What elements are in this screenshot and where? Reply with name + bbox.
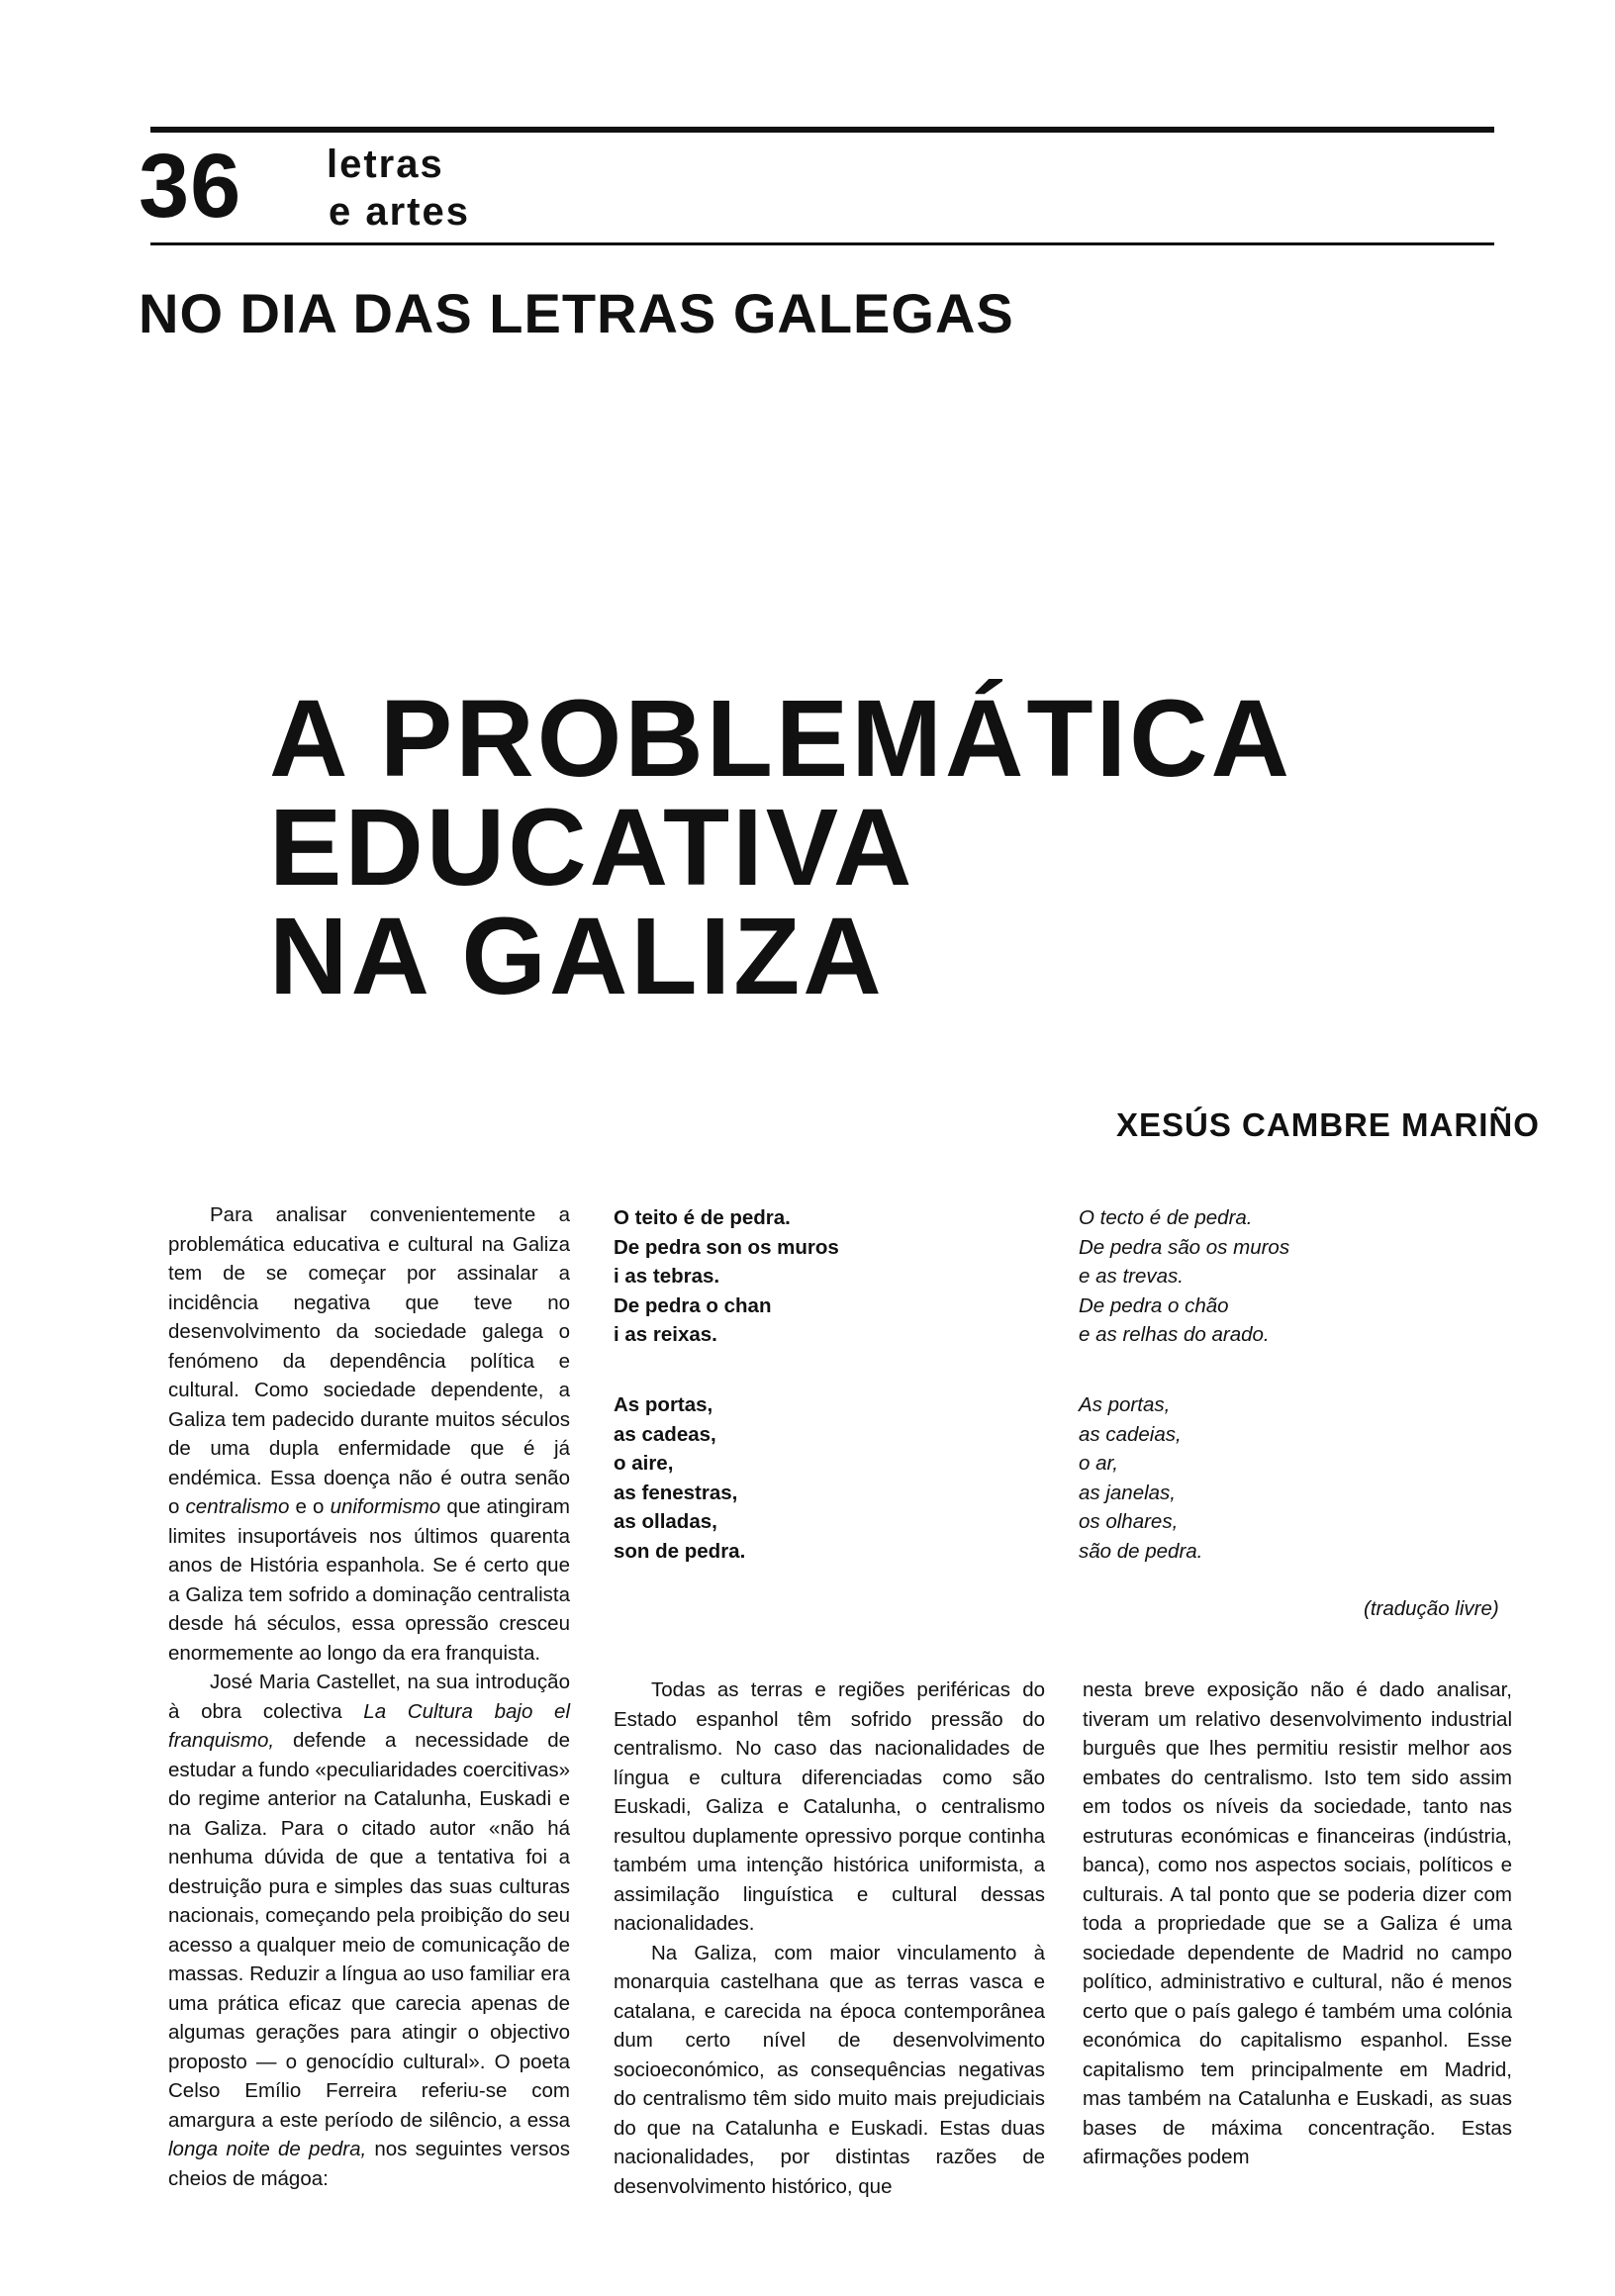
emphasis: uniformismo [330,1495,441,1518]
paragraph: José Maria Castellet, na sua introdução à obra colectiva La Cultura bajo el franquismo, defende a necessidade de estudar a fundo «peculiaridades coercitivas» do regime anterior na Catalunha, Euskadi e na Galiza. Para o citado autor «não há nenhuma dúvida de que a tentativa foi a destruição pura e simples das suas culturas nacionais, começando pela proibição do seu acesso a qualquer meio de comunicação de massas. Reduzir a língua ao uso familiar era uma prática eficaz que carecia apenas de algumas gerações para atingir o objectivo proposto — o genocídio cultural». O poeta Celso Emílio Ferreira referiu-se com amargura a este período de silêncio, a essa longa noite de pedra, nos seguintes versos cheios de mágoa: [168,1671,570,2190]
emphasis: longa noite de pedra, [168,2138,367,2160]
poem-line: as janelas, [1079,1481,1177,1504]
translation-note: (tradução livre) [1364,1597,1499,1620]
poem-line: são de pedra. [1079,1539,1203,1563]
poem-line: o ar, [1079,1452,1118,1476]
headline-line3: NA GALIZA [269,896,885,1017]
section-name [327,141,470,236]
headline-line1: A PROBLEMÁTICA [269,678,1292,800]
section-name-line2: e artes [329,190,470,234]
poem-line: as cadeias, [1079,1422,1182,1446]
poem-line: De pedra o chan [614,1293,772,1317]
poem-line: o aire, [614,1452,674,1476]
poem-line: e as trevas. [1079,1265,1184,1289]
column-left [168,1200,570,2193]
header-bottom-rule [150,242,1494,245]
poem-line: De pedra son os muros [614,1235,839,1259]
paragraph: Na Galiza, com maior vinculamento à monarquia castelhana que as terras vasca e catalana, e carecida na época contemporânea dum certo nível de desenvolvimento socioeconómico, as consequências negativas do centralismo têm sido muito mais prejudiciais do que na Catalunha e Euskadi. Estas duas nacionalidades, por distintas razões de desenvolvimento histórico, que [614,1941,1045,2198]
poem-stanza [1079,1390,1289,1567]
headline-line2: EDUCATIVA [269,787,915,909]
poem-line: De pedra são os muros [1079,1235,1290,1259]
poem-line: De pedra o chão [1079,1293,1229,1317]
poem-line: As portas, [614,1392,713,1416]
article-headline [269,678,1292,1017]
poem-line: As portas, [1079,1392,1171,1416]
poem-line: e as relhas do arado. [1079,1323,1270,1347]
poem-line: as olladas, [614,1510,717,1534]
byline: XESÚS CAMBRE MARIÑO [1116,1106,1540,1143]
section-name-line1: letras [327,143,444,186]
book-title: La Cultura bajo el franquismo, [168,1699,570,1752]
column-middle [614,1675,1045,2201]
kicker-title: NO DIA DAS LETRAS GALEGAS [139,282,1014,344]
header-top-rule [150,127,1494,133]
paragraph: Todas as terras e regiões periféricas do Estado espanhol têm sofrido pressão do centralismo. No caso das nacionalidades de língua e cultura diferenciadas como são Euskadi, Galiza e Catalunha, o centralismo resultou duplamente opressivo porque continha também uma intenção histórica uniformista, a assimilação linguística e cultural dessas nacionalidades. [614,1678,1045,1935]
poem-stanza [614,1203,839,1350]
poem-portuguese-translation [1079,1203,1289,1607]
poem-line: O tecto é de pedra. [1079,1206,1253,1229]
poem-galician [614,1203,839,1607]
column-right [1083,1675,1512,2172]
poem-line: i as tebras. [614,1265,720,1289]
poem-line: os olhares, [1079,1510,1179,1534]
page-number: 36 [139,136,242,237]
poem-line: i as reixas. [614,1323,717,1347]
poem-line: as fenestras, [614,1481,738,1504]
poem-line: O teito é de pedra. [614,1206,791,1229]
paragraph: Para analisar convenientemente a problemática educativa e cultural na Galiza tem de se começar por assinalar a incidência negativa que teve no desenvolvimento da sociedade galega o fenómeno da dependência política e cultural. Como sociedade dependente, a Galiza tem padecido durante muitos séculos de uma dupla enfermidade que é já endémica. Essa doença não é outra senão o centralismo e o uniformismo que atingiram limites insuportáveis nos últimos quarenta anos de História espanhola. Se é certo que a Galiza tem sofrido a dominação centralista desde há séculos, essa opressão cresceu enormemente ao longo da era franquista. [168,1203,570,1665]
poem-stanza [1079,1203,1289,1350]
poem-line: as cadeas, [614,1422,716,1446]
poem-line: son de pedra. [614,1539,746,1563]
poem-stanza [614,1390,839,1567]
emphasis: centralismo [185,1495,290,1518]
paragraph: nesta breve exposição não é dado analisar, tiveram um relativo desenvolvimento industrial burguês que lhes permitiu resistir melhor aos embates do centralismo. Isto tem sido assim em todos os níveis da sociedade, tanto nas estruturas económicas e financeiras (indústria, banca), como nos aspectos sociais, políticos e culturais. A tal ponto que se poderia dizer com toda a propriedade que se a Galiza é uma sociedade dependente de Madrid no campo político, administrativo e cultural, não é menos certo que o país galego é também uma colónia económica do capitalismo espanhol. Esse capitalismo tem principalmente em Madrid, mas também na Catalunha e Euskadi, as suas bases de máxima concentração. Estas afirmações podem [1083,1678,1512,2168]
